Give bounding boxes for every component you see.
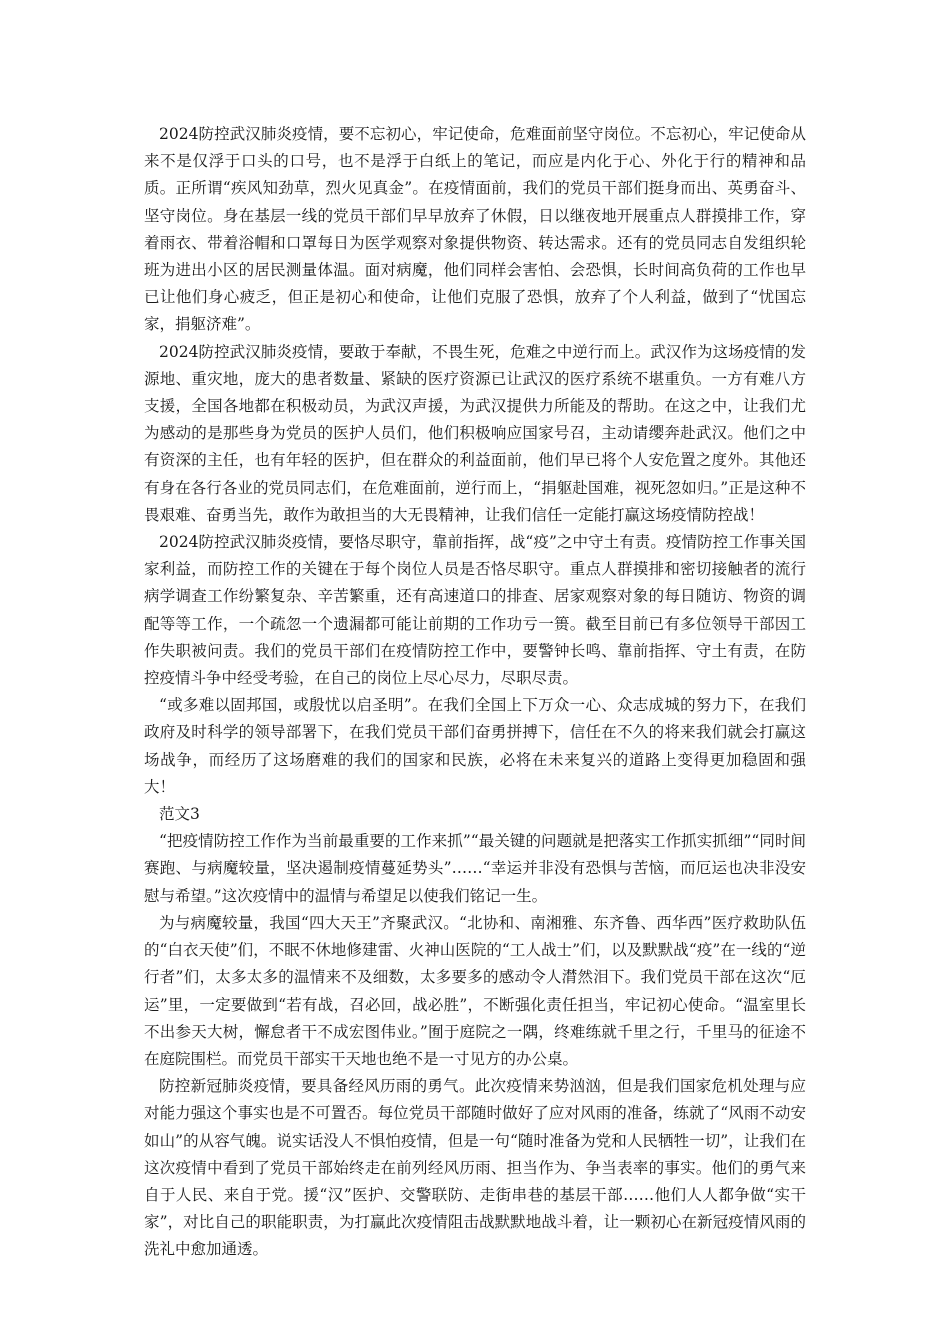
section-heading: 范文3 [159, 805, 200, 824]
document-body [144, 121, 806, 1264]
paragraph: “把疫情防控工作作为当前最重要的工作来抓”“最关键的问题就是把落实工作抓实抓细”“同时间赛跑、与病魔较量，坚决遏制疫情蔓延势头”……“幸运并非没有恐惧与苦恼，而厄运也决非没安慰与希望。”这次疫情中的温情与希望足以使我们铭记一生。 [144, 832, 806, 905]
paragraph: 防控新冠肺炎疫情，要具备经风历雨的勇气。此次疫情来势汹汹，但是我们国家危机处理与应对能力强这个事实也是不可置否。每位党员干部随时做好了应对风雨的准备，练就了“风雨不动安如山”的从容气魄。说实话没人不惧怕疫情，但是一句“随时准备为党和人民牺牲一切”，让我们在这次疫情中看到了党员干部始终走在前列经风历雨、担当作为、争当表率的事实。他们的勇气来自于人民、来自于党。援“汉”医护、交警联防、走街串巷的基层干部……他们人人都争做“实干家”，对比自己的职能职责，为打赢此次疫情阻击战默默地战斗着，让一颗初心在新冠疫情风雨的洗礼中愈加通透。 [144, 1077, 806, 1259]
paragraph: 2024防控武汉肺炎疫情，要恪尽职守，靠前指挥，战“疫”之中守土有责。疫情防控工作事关国家利益，而防控工作的关键在于每个岗位人员是否恪尽职守。重点人群摸排和密切接触者的流行病学调查工作纷繁复杂、辛苦繁重，还有高速道口的排查、居家观察对象的每日随访、物资的调配等等工作，一个疏忽一个遗漏都可能让前期的工作功亏一篑。截至目前已有多位领导干部因工作失职被问责。我们的党员干部们在疫情防控工作中，要警钟长鸣、靠前指挥、守土有责，在防控疫情斗争中经受考验，在自己的岗位上尽心尽力，尽职尽责。 [144, 533, 806, 688]
paragraph: “或多难以固邦国，或殷忧以启圣明”。在我们全国上下万众一心、众志成城的努力下，在我们政府及时科学的领导部署下，在我们党员干部们奋勇拼搏下，信任在不久的将来我们就会打赢这场战争，而经历了这场磨难的我们的国家和民族，必将在未来复兴的道路上变得更加稳固和强大！ [144, 696, 806, 796]
paragraph: 为与病魔较量，我国“四大天王”齐聚武汉。“北协和、南湘雅、东齐鲁、西华西”医疗救助队伍的“白衣天使”们，不眠不休地修建雷、火神山医院的“工人战士”们，以及默默战“疫”在一线的“逆行者”们，太多太多的温情来不及细数，太多要多的感动令人潸然泪下。我们党员干部在这次“厄运”里，一定要做到“若有战，召必回，战必胜”，不断强化责任担当，牢记初心使命。“温室里长不出参天大树，懈怠者干不成宏图伟业。”囿于庭院之一隅，终难练就千里之行，千里马的征途不在庭院围栏。而党员干部实干天地也绝不是一寸见方的办公桌。 [144, 913, 806, 1068]
paragraph: 2024防控武汉肺炎疫情，要不忘初心，牢记使命，危难面前坚守岗位。不忘初心，牢记使命从来不是仅浮于口头的口号，也不是浮于白纸上的笔记，而应是内化于心、外化于行的精神和品质。正所谓“疾风知劲草，烈火见真金”。在疫情面前，我们的党员干部们挺身而出、英勇奋斗、坚守岗位。身在基层一线的党员干部们早早放弃了休假，日以继夜地开展重点人群摸排工作，穿着雨衣、带着浴帽和口罩每日为医学观察对象提供物资、转达需求。还有的党员同志自发组织轮班为进出小区的居民测量体温。面对病魔，他们同样会害怕、会恐惧，长时间高负荷的工作也早已让他们身心疲乏，但正是初心和使命，让他们克服了恐惧，放弃了个人利益，做到了“忧国忘家，捐躯济难”。 [144, 125, 806, 334]
paragraph: 2024防控武汉肺炎疫情，要敢于奉献，不畏生死，危难之中逆行而上。武汉作为这场疫情的发源地、重灾地，庞大的患者数量、紧缺的医疗资源已让武汉的医疗系统不堪重负。一方有难八方支援，全国各地都在积极动员，为武汉声援，为武汉提供力所能及的帮助。在这之中，让我们尤为感动的是那些身为党员的医护人员们，他们积极响应国家号召，主动请缨奔赴武汉。他们之中有资深的主任，也有年轻的医护，但在群众的利益面前，他们早已将个人安危置之度外。其他还有身在各行各业的党员同志们，在危难面前，逆行而上，“捐躯赴国难，视死忽如归。”正是这种不畏艰难、奋勇当先，敢作为敢担当的大无畏精神，让我们信任一定能打赢这场疫情防控战！ [144, 342, 806, 524]
